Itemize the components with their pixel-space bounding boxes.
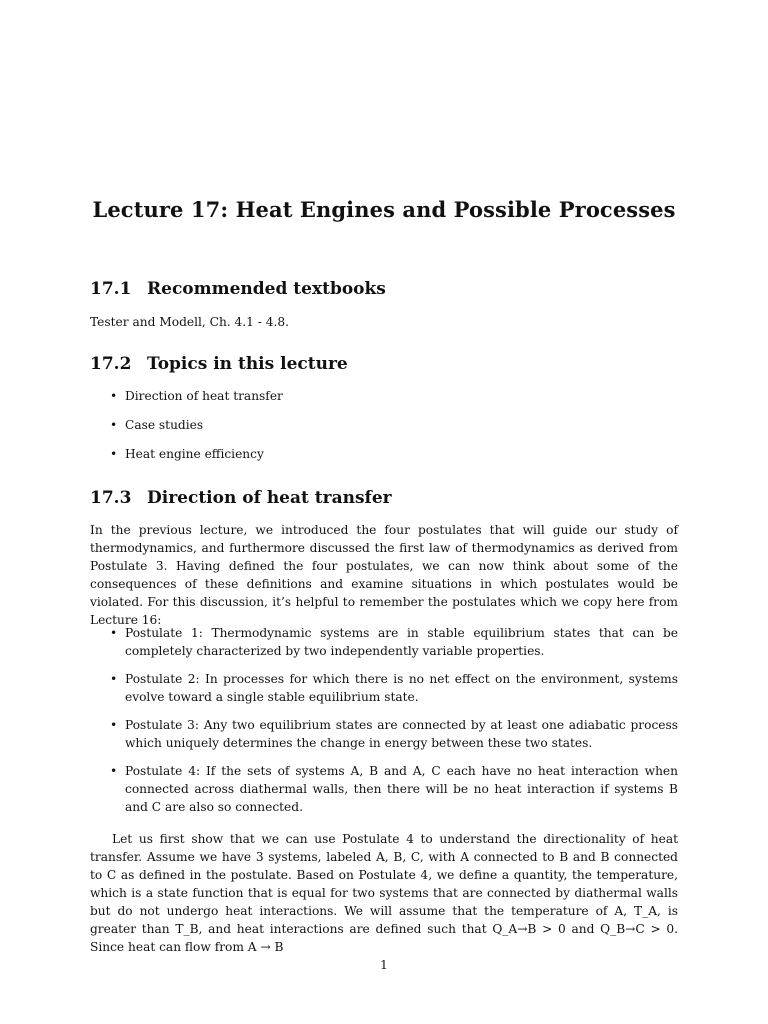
list-item: • Postulate 1: Thermodynamic systems are in stable equilibrium states that can be completely characterized by two independently variable properties. [110, 626, 678, 658]
section-number: 17.1 [90, 279, 132, 299]
bullet-icon: • [110, 418, 118, 432]
section-title: Recommended textbooks [147, 279, 386, 299]
bullet-icon: • [110, 626, 118, 640]
postulates-list [90, 624, 678, 826]
list-item: • Heat engine efficiency [110, 447, 264, 461]
page-title: Lecture 17: Heat Engines and Possible Processes [92, 197, 676, 222]
section-number: 17.3 [90, 488, 132, 508]
list-item: • Postulate 2: In processes for which there is no net effect on the environment, systems evolve toward a single stable equilibrium state. [110, 672, 678, 704]
bullet-icon: • [110, 447, 118, 461]
bullet-icon: • [110, 718, 118, 732]
closing-paragraph: Let us first show that we can use Postulate 4 to understand the directionality of heat transfer. Assume we have 3 systems, labeled A, B, C, with A connected to B and B connected to C as defined in the postulate. Based on Postulate 4, we define a quantity, the temperature, which is a state function that is equal for two systems that are connected by diathermal walls but do not undergo heat interactions. We will assume that the temperature of A, T_A, is greater than T_B, and heat interactions are defined such that Q_A→B > 0 and Q_B→C > 0. Since heat can flow from A → B [90, 832, 678, 954]
page-number: 1 [380, 958, 388, 972]
topics-list [90, 387, 678, 474]
list-item: • Case studies [110, 418, 204, 432]
section-heading-textbooks [90, 279, 386, 299]
section-number: 17.2 [90, 354, 132, 374]
list-item: • Direction of heat transfer [110, 389, 283, 403]
textbooks-text: Tester and Modell, Ch. 4.1 - 4.8. [90, 315, 290, 329]
section-heading-heat-transfer [90, 488, 392, 508]
intro-paragraph: In the previous lecture, we introduced the four postulates that will guide our study of thermodynamics, and furthermore discussed the first law of thermodynamics as derived from Postulate 3. Having defined the four postulates, we can now think about some of the consequences of these definitions and examine situations in which postulates would be violated. For this discussion, it’s helpful to remember the postulates which we copy here from Lecture 16: [90, 523, 678, 627]
section-title: Direction of heat transfer [147, 488, 392, 508]
list-item: • Postulate 4: If the sets of systems A, B and A, C each have no heat interaction when connected across diathermal walls, then there will be no heat interaction if systems B and C are also so connected. [110, 764, 678, 814]
bullet-icon: • [110, 389, 118, 403]
section-heading-topics [90, 354, 348, 374]
section-title: Topics in this lecture [147, 354, 348, 374]
list-item: • Postulate 3: Any two equilibrium states are connected by at least one adiabatic process which uniquely determines the change in energy between these two states. [110, 718, 678, 750]
bullet-icon: • [110, 672, 118, 686]
bullet-icon: • [110, 764, 118, 778]
